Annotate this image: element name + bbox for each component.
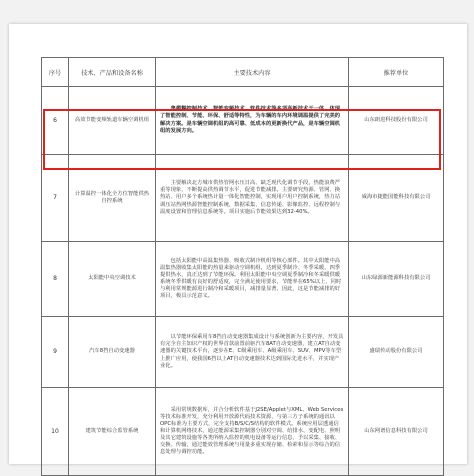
row-index: 6	[42, 87, 69, 155]
row-index: 7	[42, 155, 69, 242]
header-name: 技术、产品和设备名称	[69, 58, 156, 87]
table-row	[42, 317, 444, 388]
row-unit: 山东绿源新能源科技有限公司	[349, 242, 444, 317]
row-name: 汽车8挡自动变速器	[69, 317, 156, 388]
header-content: 主要技术内容	[156, 58, 349, 87]
row-name: 建筑节能综合监管系统	[69, 388, 156, 476]
row-name: 计算温控一体化全方位智能供热自控系统	[69, 155, 156, 242]
row-index: 8	[42, 242, 69, 317]
row-name: 高效节能变频轨道车辆空调机组	[69, 87, 156, 155]
document-page	[9, 24, 467, 464]
row-content: 以节能环保乘用车8挡自动变速器集成设计与系统创新为主要内容，开发具有完全自主知识产权的世界首款前置前驱汽车8AT自动变速器，建立AT自动变速器的关键技术平台，逐步在E、C级乘用车、A级乘用车、SUV、MPV等车型上推广应用，使我国6挡以上AT自动变速器技术达到国际先进水平，并实现产业化。	[156, 317, 349, 388]
table-row	[42, 388, 444, 476]
row-content: 主要解决北方城市供热管网水压日高、缺乏现代化调节手段，热能浪费严重等现象，不断提高供热调节水平，促进节能减排。主要研究热源、管网、换热站、用户多个系统热计量一体化智能控制，实现用户用户控制系统，热力站调压站热网热源智能控制系统，数据采集、信息传递、影像监控、远程控制与温度设置和管理信息系统等。项目实施后节能效果达到32-40%。	[156, 155, 349, 242]
row-content: 集模糊控制技术、智能变频技术、软件技术等多项高新技术于一体。体现了智能控制、节能、环保、舒适等特性，为车辆的车内环境调温提供了完美的解决方案。是车辆空调机组的高可靠、低成本的更新换代产品，是车辆空调机组的发展方向。	[156, 87, 349, 155]
row-unit: 威海市捷能国能科技有限公司	[349, 155, 444, 242]
table-row	[42, 87, 444, 155]
row-unit: 山东朗进科技股份有限公司	[349, 87, 444, 155]
table-header-row	[42, 58, 444, 87]
technology-table	[41, 57, 444, 476]
row-unit: 山东网谱信息科技有限公司	[349, 388, 444, 476]
row-index: 10	[42, 388, 69, 476]
row-index: 9	[42, 317, 69, 388]
row-content: 采用常规数据库，并合分析软件基于J2SE/Applet与XML、Web Services等技术标准开发，充分利用开放源代码技术资源，与第三方子系统的通讯以OPC标准为主要方式，完全支持B/S/C/S结构的软件模式。系统应用层透通信和计算机网络技术，通过能源采集控制器分别对空调、给排水、变配电、照明及其它建筑设施等各类所纳入监控的机电设备等运行信息，予以采集、接收、交换、传输，通过能效管理系统与用量多重实现存储、检索和显示等综合的信息处理与调控功能。	[156, 388, 349, 476]
header-index: 序号	[42, 58, 69, 87]
table-row	[42, 242, 444, 317]
row-name: 太阳能中央空调技术	[69, 242, 156, 317]
table-row	[42, 155, 444, 242]
row-unit: 盛瑞传动股份有限公司	[349, 317, 444, 388]
header-unit: 推荐单位	[349, 58, 444, 87]
row-content: 包括太阳能中高温集热器、吸收式制冷机组等核心部件。其中太阳能中高温集热器收集太阳能的热量来驱动空调机组，达到夏季制冷、冬季采暖、四季提供热水，真正达到了节能环保。利用太阳能中央空调夏季制冷和冬采暖供暖系统冬季供暖有良好的舒适度，完全满足使用要求，节能率在65%以上，同时与利用常规能源进行制冷和采暖项目，减排量显著，因此，这是节能减排的好项目，极具示范意义。	[156, 242, 349, 317]
